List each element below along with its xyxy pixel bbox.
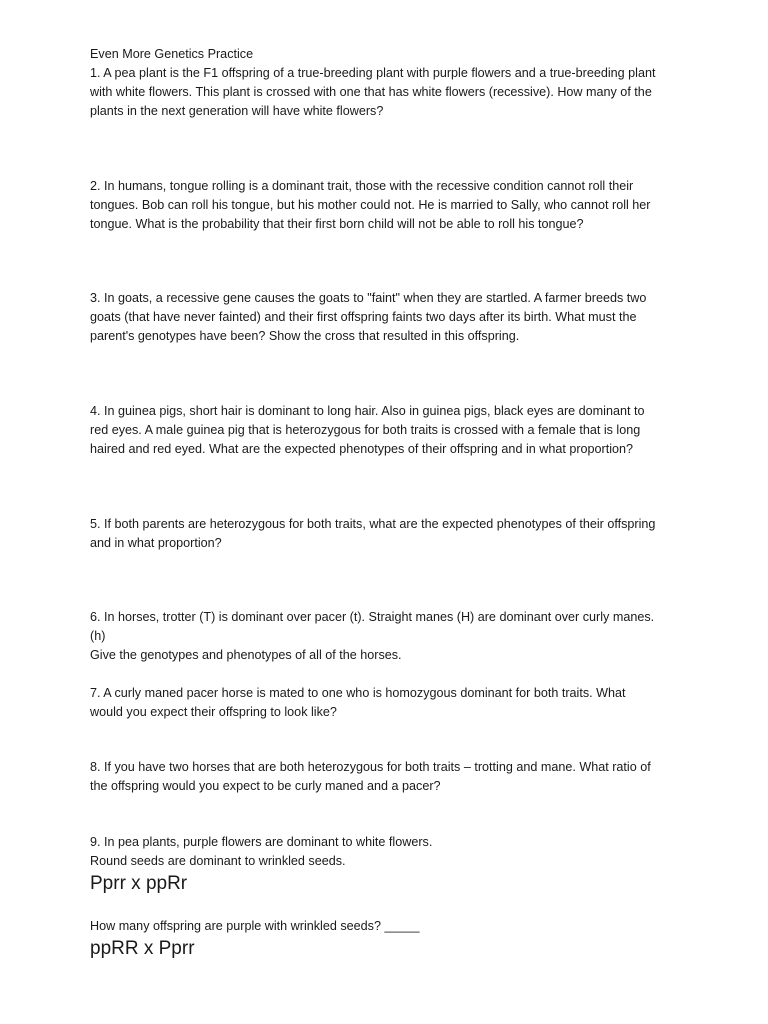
question-2-line-2: tongues. Bob can roll his tongue, but his mother could not. He is married to Sally, who cannot roll her: [90, 198, 651, 212]
question-6-line-1: 6. In horses, trotter (T) is dominant over pacer (t). Straight manes (H) are dominant over curly manes.: [90, 610, 655, 624]
cross-2: ppRR x Pprr: [90, 938, 195, 959]
question-8-line-1: 8. If you have two horses that are both heterozygous for both traits – trotting and mane. What ratio of: [90, 760, 651, 774]
question-4-line-3: haired and red eyed. What are the expected phenotypes of their offspring and in what proportion?: [90, 442, 634, 456]
question-3-line-1: 3. In goats, a recessive gene causes the goats to "faint" when they are startled. A farmer breeds two: [90, 291, 647, 305]
question-1-line-1: 1. A pea plant is the F1 offspring of a true-breeding plant with purple flowers and a true-breeding plant: [90, 66, 656, 80]
question-4-line-2: red eyes. A male guinea pig that is heterozygous for both traits is crossed with a female that is long: [90, 423, 641, 437]
question-5-line-1: 5. If both parents are heterozygous for both traits, what are the expected phenotypes of their offspring: [90, 517, 656, 531]
cross-1: Pprr x ppRr: [90, 873, 188, 894]
question-9-line-2: Round seeds are dominant to wrinkled seeds.: [90, 854, 346, 868]
question-6-line-2: (h): [90, 629, 106, 643]
worksheet-title: Even More Genetics Practice: [90, 47, 254, 61]
question-purple-wrinkled: How many offspring are purple with wrinkled seeds? _____: [90, 919, 420, 933]
question-4-line-1: 4. In guinea pigs, short hair is dominant to long hair. Also in guinea pigs, black eyes are dominant to: [90, 404, 645, 418]
question-9-line-1: 9. In pea plants, purple flowers are dominant to white flowers.: [90, 835, 433, 849]
question-5-line-2: and in what proportion?: [90, 536, 222, 550]
question-2-line-3: tongue. What is the probability that their first born child will not be able to roll his tongue?: [90, 217, 584, 231]
question-7-line-2: would you expect their offspring to look like?: [90, 705, 337, 719]
question-2-line-1: 2. In humans, tongue rolling is a dominant trait, those with the recessive condition cannot roll their: [90, 179, 634, 193]
question-8-line-2: the offspring would you expect to be curly maned and a pacer?: [90, 779, 441, 793]
question-3-line-2: goats (that have never fainted) and their first offspring faints two days after its birth. What must the: [90, 310, 637, 324]
question-1-line-3: plants in the next generation will have white flowers?: [90, 104, 384, 118]
question-7-line-1: 7. A curly maned pacer horse is mated to one who is homozygous dominant for both traits. What: [90, 686, 626, 700]
question-6-line-3: Give the genotypes and phenotypes of all of the horses.: [90, 648, 402, 662]
question-3-line-3: parent's genotypes have been? Show the cross that resulted in this offspring.: [90, 329, 520, 343]
question-1-line-2: with white flowers. This plant is crossed with one that has white flowers (recessive). How many of the: [90, 85, 652, 99]
